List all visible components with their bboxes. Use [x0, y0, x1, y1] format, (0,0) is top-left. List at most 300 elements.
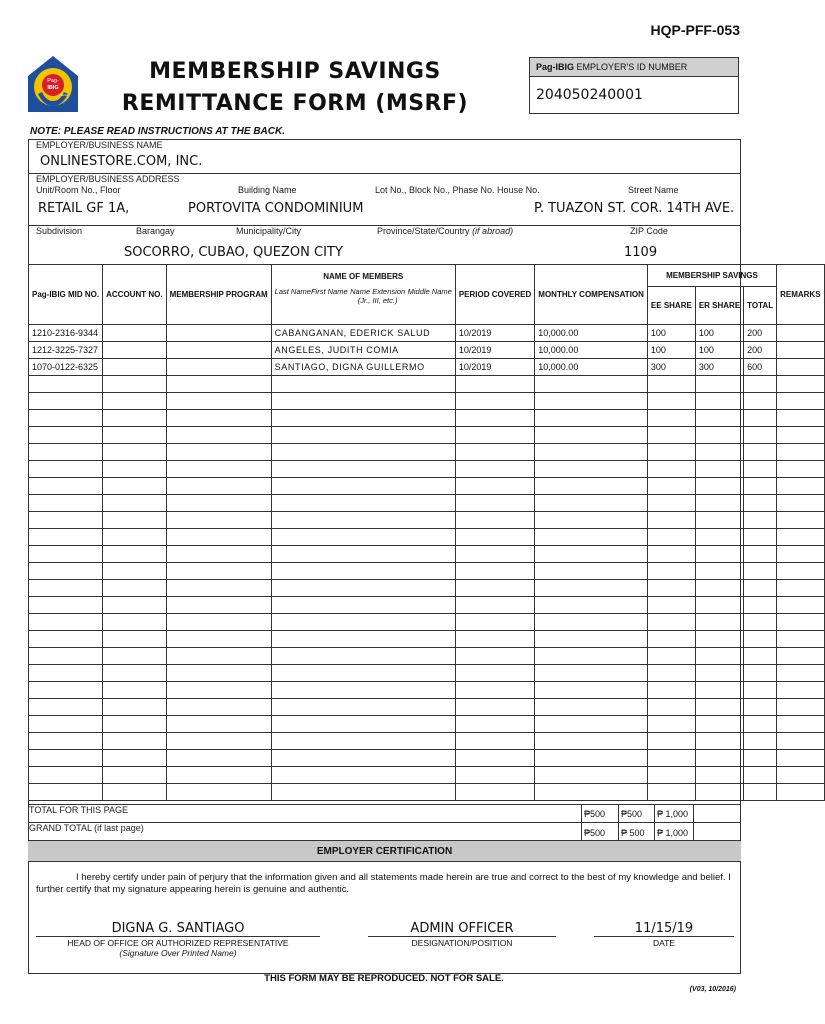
cell-total[interactable] — [744, 699, 777, 716]
cell-er[interactable] — [695, 495, 743, 512]
cell-program[interactable] — [166, 580, 271, 597]
cell-comp[interactable] — [535, 529, 648, 546]
cell-er[interactable] — [695, 784, 743, 801]
building-field[interactable]: PORTOVITA CONDOMINIUM — [188, 201, 364, 216]
cell-account[interactable] — [103, 495, 166, 512]
cell-ee[interactable] — [647, 614, 695, 631]
cell-account[interactable] — [103, 512, 166, 529]
cell-mid[interactable] — [29, 529, 103, 546]
cell-account[interactable] — [103, 716, 166, 733]
cell-remarks[interactable] — [777, 580, 824, 597]
cell-program[interactable] — [166, 410, 271, 427]
cell-name[interactable] — [271, 427, 455, 444]
cell-program[interactable] — [166, 733, 271, 750]
cell-comp[interactable] — [535, 393, 648, 410]
cell-period[interactable] — [455, 614, 534, 631]
cell-ee[interactable] — [647, 427, 695, 444]
cell-comp[interactable] — [535, 733, 648, 750]
cell-ee[interactable] — [647, 699, 695, 716]
cell-remarks[interactable] — [777, 444, 824, 461]
cell-total[interactable]: 200 — [744, 325, 777, 342]
cell-period[interactable] — [455, 478, 534, 495]
cell-program[interactable] — [166, 648, 271, 665]
cell-period[interactable] — [455, 529, 534, 546]
cell-name[interactable] — [271, 444, 455, 461]
cell-er[interactable] — [695, 580, 743, 597]
cell-er[interactable] — [695, 682, 743, 699]
cell-total[interactable] — [744, 444, 777, 461]
cell-period[interactable] — [455, 546, 534, 563]
cell-name[interactable] — [271, 478, 455, 495]
cell-er[interactable]: 100 — [695, 342, 743, 359]
cell-account[interactable] — [103, 784, 166, 801]
cell-ee[interactable] — [647, 733, 695, 750]
cell-name[interactable] — [271, 529, 455, 546]
cell-ee[interactable] — [647, 682, 695, 699]
cell-total[interactable] — [744, 750, 777, 767]
cell-mid[interactable] — [29, 631, 103, 648]
cell-comp[interactable] — [535, 444, 648, 461]
cell-er[interactable]: 300 — [695, 359, 743, 376]
cell-comp[interactable] — [535, 716, 648, 733]
cell-er[interactable] — [695, 546, 743, 563]
cell-total[interactable] — [744, 682, 777, 699]
designation-field[interactable]: ADMIN OFFICER — [368, 921, 556, 937]
cell-ee[interactable] — [647, 444, 695, 461]
cell-account[interactable] — [103, 393, 166, 410]
cell-account[interactable] — [103, 597, 166, 614]
cell-ee[interactable] — [647, 716, 695, 733]
cell-total[interactable] — [744, 529, 777, 546]
cell-ee[interactable] — [647, 495, 695, 512]
cell-program[interactable] — [166, 665, 271, 682]
cell-mid[interactable] — [29, 784, 103, 801]
cell-remarks[interactable] — [777, 784, 824, 801]
date-field[interactable]: 11/15/19 — [594, 921, 734, 937]
cell-remarks[interactable] — [777, 648, 824, 665]
cell-er[interactable] — [695, 512, 743, 529]
cell-period[interactable] — [455, 716, 534, 733]
cell-period[interactable]: 10/2019 — [455, 325, 534, 342]
cell-account[interactable] — [103, 342, 166, 359]
cell-name[interactable] — [271, 750, 455, 767]
cell-ee[interactable] — [647, 597, 695, 614]
table-row — [29, 784, 825, 801]
cell-remarks[interactable] — [777, 529, 824, 546]
locality-field[interactable]: SOCORRO, CUBAO, QUEZON CITY — [124, 245, 343, 260]
cell-remarks[interactable] — [777, 427, 824, 444]
cell-ee[interactable] — [647, 478, 695, 495]
cell-account[interactable] — [103, 461, 166, 478]
cell-mid[interactable] — [29, 444, 103, 461]
cell-program[interactable] — [166, 631, 271, 648]
cell-remarks[interactable] — [777, 682, 824, 699]
cell-account[interactable] — [103, 444, 166, 461]
cell-program[interactable] — [166, 359, 271, 376]
cell-ee[interactable]: 300 — [647, 359, 695, 376]
cell-name[interactable] — [271, 461, 455, 478]
cell-mid[interactable]: 1210-2316-9344 — [29, 325, 103, 342]
cell-er[interactable] — [695, 376, 743, 393]
cell-comp[interactable]: 10,000.00 — [535, 359, 648, 376]
cell-mid[interactable] — [29, 410, 103, 427]
cell-account[interactable] — [103, 733, 166, 750]
cell-program[interactable] — [166, 750, 271, 767]
grand-total-label: GRAND TOTAL (if last page) — [29, 823, 144, 833]
cell-name[interactable]: CABANGANAN, EDERICK SALUD — [271, 325, 455, 342]
header-program: MEMBERSHIP PROGRAM — [166, 265, 271, 325]
cell-name[interactable] — [271, 614, 455, 631]
cell-total[interactable] — [744, 546, 777, 563]
cell-program[interactable] — [166, 393, 271, 410]
cell-remarks[interactable] — [777, 733, 824, 750]
cell-er[interactable] — [695, 716, 743, 733]
cell-name[interactable] — [271, 665, 455, 682]
cell-ee[interactable] — [647, 376, 695, 393]
cell-account[interactable] — [103, 410, 166, 427]
cell-er[interactable] — [695, 478, 743, 495]
cell-mid[interactable]: 1070-0122-6325 — [29, 359, 103, 376]
signatory-field[interactable]: DIGNA G. SANTIAGO — [36, 921, 320, 937]
cell-total[interactable] — [744, 580, 777, 597]
cell-er[interactable] — [695, 393, 743, 410]
cell-mid[interactable] — [29, 580, 103, 597]
cell-mid[interactable] — [29, 546, 103, 563]
cell-program[interactable] — [166, 325, 271, 342]
cell-remarks[interactable] — [777, 342, 824, 359]
cell-er[interactable] — [695, 665, 743, 682]
cell-total[interactable] — [744, 495, 777, 512]
cell-period[interactable] — [455, 495, 534, 512]
cell-ee[interactable]: 100 — [647, 342, 695, 359]
cell-remarks[interactable] — [777, 546, 824, 563]
cell-er[interactable]: 100 — [695, 325, 743, 342]
cell-comp[interactable] — [535, 648, 648, 665]
cell-name[interactable] — [271, 733, 455, 750]
cell-remarks[interactable] — [777, 699, 824, 716]
cell-er[interactable] — [695, 427, 743, 444]
cell-mid[interactable] — [29, 495, 103, 512]
cell-period[interactable] — [455, 784, 534, 801]
cell-total[interactable] — [744, 716, 777, 733]
cell-total[interactable] — [744, 784, 777, 801]
cell-remarks[interactable] — [777, 393, 824, 410]
cell-account[interactable] — [103, 767, 166, 784]
cell-period[interactable] — [455, 461, 534, 478]
cell-program[interactable] — [166, 546, 271, 563]
cell-comp[interactable] — [535, 376, 648, 393]
cell-program[interactable] — [166, 784, 271, 801]
cell-remarks[interactable] — [777, 767, 824, 784]
cell-mid[interactable] — [29, 733, 103, 750]
cell-period[interactable] — [455, 682, 534, 699]
cell-remarks[interactable] — [777, 495, 824, 512]
cell-remarks[interactable] — [777, 665, 824, 682]
cell-account[interactable] — [103, 427, 166, 444]
cell-account[interactable] — [103, 529, 166, 546]
cell-period[interactable] — [455, 767, 534, 784]
cell-total[interactable] — [744, 410, 777, 427]
cell-program[interactable] — [166, 461, 271, 478]
cell-program[interactable] — [166, 767, 271, 784]
cell-remarks[interactable] — [777, 359, 824, 376]
cell-mid[interactable] — [29, 682, 103, 699]
cell-ee[interactable] — [647, 648, 695, 665]
cell-program[interactable] — [166, 495, 271, 512]
cell-remarks[interactable] — [777, 631, 824, 648]
signatory-label: HEAD OF OFFICE OR AUTHORIZED REPRESENTATIVE — [67, 938, 289, 948]
cell-program[interactable] — [166, 478, 271, 495]
cell-comp[interactable] — [535, 546, 648, 563]
cell-comp[interactable] — [535, 750, 648, 767]
cell-total[interactable] — [744, 563, 777, 580]
cell-total[interactable] — [744, 597, 777, 614]
cell-program[interactable] — [166, 376, 271, 393]
cell-account[interactable] — [103, 614, 166, 631]
cell-ee[interactable] — [647, 580, 695, 597]
cell-remarks[interactable] — [777, 376, 824, 393]
cell-account[interactable] — [103, 631, 166, 648]
cell-mid[interactable] — [29, 767, 103, 784]
cell-remarks[interactable] — [777, 325, 824, 342]
cell-period[interactable] — [455, 427, 534, 444]
cell-er[interactable] — [695, 563, 743, 580]
cell-program[interactable] — [166, 444, 271, 461]
cell-er[interactable] — [695, 410, 743, 427]
cell-er[interactable] — [695, 461, 743, 478]
cell-er[interactable] — [695, 699, 743, 716]
cell-ee[interactable] — [647, 563, 695, 580]
cell-period[interactable] — [455, 563, 534, 580]
cell-mid[interactable] — [29, 461, 103, 478]
cell-period[interactable] — [455, 733, 534, 750]
cell-comp[interactable]: 10,000.00 — [535, 325, 648, 342]
table-row — [29, 580, 825, 597]
cell-comp[interactable] — [535, 495, 648, 512]
cell-remarks[interactable] — [777, 410, 824, 427]
cell-account[interactable] — [103, 580, 166, 597]
cell-account[interactable] — [103, 376, 166, 393]
cell-mid[interactable] — [29, 478, 103, 495]
cell-er[interactable] — [695, 733, 743, 750]
cell-ee[interactable] — [647, 750, 695, 767]
page-total-ee: ₱500 — [584, 809, 606, 819]
cell-period[interactable] — [455, 393, 534, 410]
cell-name[interactable] — [271, 699, 455, 716]
cell-name[interactable] — [271, 767, 455, 784]
cell-program[interactable] — [166, 614, 271, 631]
cell-mid[interactable] — [29, 614, 103, 631]
cell-name[interactable]: SANTIAGO, DIGNA GUILLERMO — [271, 359, 455, 376]
cell-period[interactable] — [455, 512, 534, 529]
table-row — [29, 393, 825, 410]
cell-er[interactable] — [695, 614, 743, 631]
table-row — [29, 410, 825, 427]
cell-total[interactable] — [744, 427, 777, 444]
barangay-label: Barangay — [136, 226, 175, 236]
cell-comp[interactable]: 10,000.00 — [535, 342, 648, 359]
cell-comp[interactable] — [535, 767, 648, 784]
cell-mid[interactable] — [29, 393, 103, 410]
cell-comp[interactable] — [535, 580, 648, 597]
cell-period[interactable] — [455, 699, 534, 716]
cell-program[interactable] — [166, 716, 271, 733]
cell-name[interactable] — [271, 410, 455, 427]
cell-ee[interactable] — [647, 665, 695, 682]
cell-total[interactable] — [744, 461, 777, 478]
cell-total[interactable]: 600 — [744, 359, 777, 376]
cell-mid[interactable] — [29, 699, 103, 716]
cell-mid[interactable] — [29, 750, 103, 767]
cell-total[interactable] — [744, 512, 777, 529]
cell-ee[interactable] — [647, 512, 695, 529]
cell-comp[interactable] — [535, 784, 648, 801]
cell-account[interactable] — [103, 750, 166, 767]
cell-comp[interactable] — [535, 427, 648, 444]
cell-name[interactable] — [271, 376, 455, 393]
cell-name[interactable] — [271, 563, 455, 580]
cell-comp[interactable] — [535, 614, 648, 631]
cell-account[interactable] — [103, 648, 166, 665]
cell-account[interactable] — [103, 563, 166, 580]
cell-period[interactable] — [455, 648, 534, 665]
cell-er[interactable] — [695, 767, 743, 784]
cell-comp[interactable] — [535, 665, 648, 682]
cell-ee[interactable] — [647, 767, 695, 784]
cell-total[interactable] — [744, 393, 777, 410]
cell-mid[interactable] — [29, 597, 103, 614]
cell-ee[interactable]: 100 — [647, 325, 695, 342]
cell-comp[interactable] — [535, 563, 648, 580]
cell-total[interactable] — [744, 376, 777, 393]
cell-total[interactable] — [744, 665, 777, 682]
cell-name[interactable] — [271, 682, 455, 699]
cell-name[interactable] — [271, 716, 455, 733]
cell-period[interactable] — [455, 444, 534, 461]
cell-name[interactable] — [271, 495, 455, 512]
cell-period[interactable]: 10/2019 — [455, 342, 534, 359]
employer-id-box[interactable] — [529, 57, 739, 114]
cell-name[interactable] — [271, 512, 455, 529]
cell-remarks[interactable] — [777, 750, 824, 767]
cell-name[interactable] — [271, 784, 455, 801]
cell-mid[interactable] — [29, 648, 103, 665]
cell-total[interactable] — [744, 631, 777, 648]
cell-account[interactable] — [103, 478, 166, 495]
cell-remarks[interactable] — [777, 461, 824, 478]
cell-er[interactable] — [695, 444, 743, 461]
cell-er[interactable] — [695, 750, 743, 767]
cell-remarks[interactable] — [777, 614, 824, 631]
cell-comp[interactable] — [535, 597, 648, 614]
cell-name[interactable] — [271, 393, 455, 410]
cell-comp[interactable] — [535, 699, 648, 716]
cell-remarks[interactable] — [777, 478, 824, 495]
grand-total-row — [28, 822, 741, 840]
cell-mid[interactable] — [29, 665, 103, 682]
cell-total[interactable] — [744, 733, 777, 750]
cell-remarks[interactable] — [777, 597, 824, 614]
cell-name[interactable] — [271, 631, 455, 648]
cell-program[interactable] — [166, 427, 271, 444]
cell-comp[interactable] — [535, 512, 648, 529]
employer-name-field[interactable]: ONLINESTORE.COM, INC. — [40, 154, 203, 169]
cell-period[interactable] — [455, 750, 534, 767]
cell-ee[interactable] — [647, 784, 695, 801]
cell-name[interactable] — [271, 580, 455, 597]
cell-mid[interactable] — [29, 716, 103, 733]
cell-comp[interactable] — [535, 682, 648, 699]
cell-comp[interactable] — [535, 631, 648, 648]
cell-ee[interactable] — [647, 631, 695, 648]
cell-account[interactable] — [103, 325, 166, 342]
street-field[interactable]: P. TUAZON ST. COR. 14TH AVE. — [534, 201, 735, 216]
cell-total[interactable] — [744, 614, 777, 631]
cell-er[interactable] — [695, 597, 743, 614]
cell-name[interactable] — [271, 648, 455, 665]
cell-comp[interactable] — [535, 410, 648, 427]
cell-mid[interactable]: 1212-3225-7327 — [29, 342, 103, 359]
cell-mid[interactable] — [29, 512, 103, 529]
cell-total[interactable] — [744, 478, 777, 495]
cell-remarks[interactable] — [777, 512, 824, 529]
cell-er[interactable] — [695, 529, 743, 546]
cell-ee[interactable] — [647, 393, 695, 410]
cell-period[interactable] — [455, 597, 534, 614]
cell-mid[interactable] — [29, 563, 103, 580]
cell-ee[interactable] — [647, 546, 695, 563]
cell-period[interactable] — [455, 410, 534, 427]
cell-total[interactable] — [744, 767, 777, 784]
cell-account[interactable] — [103, 682, 166, 699]
cell-er[interactable] — [695, 631, 743, 648]
cell-account[interactable] — [103, 546, 166, 563]
cell-name[interactable] — [271, 597, 455, 614]
cell-program[interactable] — [166, 597, 271, 614]
unit-field[interactable]: RETAIL GF 1A, — [38, 201, 130, 216]
cell-name[interactable] — [271, 546, 455, 563]
cell-program[interactable] — [166, 699, 271, 716]
cell-program[interactable] — [166, 682, 271, 699]
cell-period[interactable] — [455, 376, 534, 393]
cell-ee[interactable] — [647, 410, 695, 427]
cell-program[interactable] — [166, 512, 271, 529]
cell-mid[interactable] — [29, 376, 103, 393]
cell-program[interactable] — [166, 529, 271, 546]
cell-comp[interactable] — [535, 461, 648, 478]
zip-field[interactable]: 1109 — [624, 245, 658, 260]
cell-comp[interactable] — [535, 478, 648, 495]
cell-period[interactable] — [455, 631, 534, 648]
cell-program[interactable] — [166, 342, 271, 359]
cell-mid[interactable] — [29, 427, 103, 444]
cell-period[interactable] — [455, 580, 534, 597]
cell-total[interactable] — [744, 648, 777, 665]
cell-period[interactable] — [455, 665, 534, 682]
cell-name[interactable]: ANGELES, JUDITH COMIA — [271, 342, 455, 359]
cell-account[interactable] — [103, 699, 166, 716]
cell-account[interactable] — [103, 665, 166, 682]
cell-ee[interactable] — [647, 529, 695, 546]
cell-total[interactable]: 200 — [744, 342, 777, 359]
cell-er[interactable] — [695, 648, 743, 665]
cell-remarks[interactable] — [777, 563, 824, 580]
cell-account[interactable] — [103, 359, 166, 376]
cell-remarks[interactable] — [777, 716, 824, 733]
cell-ee[interactable] — [647, 461, 695, 478]
cell-period[interactable]: 10/2019 — [455, 359, 534, 376]
cell-program[interactable] — [166, 563, 271, 580]
